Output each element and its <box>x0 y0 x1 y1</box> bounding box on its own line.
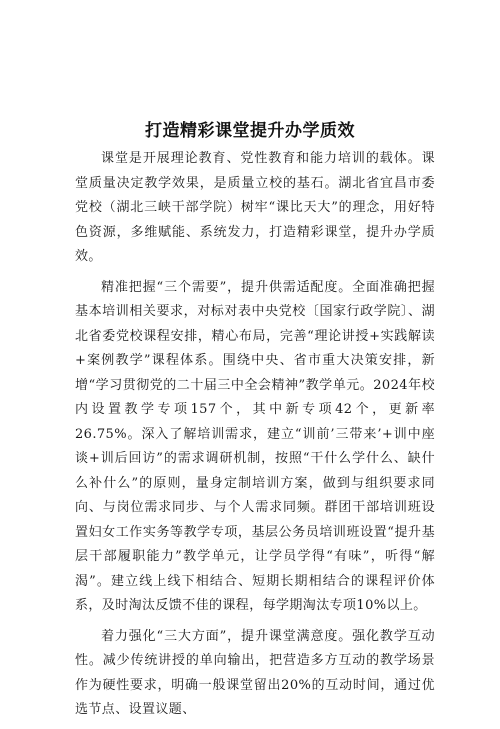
paragraph-three-aspects: 着力强化“三大方面”，提升课堂满意度。强化教学互动性。减少传统讲授的单向输出，把营造多方互动的教学场景作为硬性要求，明确一般课堂留出20%的互动时间，通过优选节点、设置议题、 <box>75 628 435 717</box>
document-body <box>75 147 435 729</box>
document-title: 打造精彩课堂提升办学质效 <box>145 121 355 141</box>
paragraph-three-needs: 精准把握“三个需要”，提升供需适配度。全面准确把握基本培训相关要求，对标对表中央党校〔国家行政学院〕、湖北省委党校课程安排，精心布局，完善“理论讲授+实践解读+案例教学”课程体系。围绕中央、省市重大决策安排，新增“学习贯彻党的二十届三中全会精神”教学单元。2024年校内设置教学专项157个，其中新专项42个，更新率26.75%。深入了解培训需求，建立“训前’三带来’+训中座谈+训后回访”的需求调研机制，按照“干什么学什么、缺什么补什么”的原则，量身定制培训方案，做到与组织要求同向、与岗位需求同步、与个人需求同频。群团干部培训班设置妇女工作实务等教学专项，基层公务员培训班设置“提升基层干部履职能力”教学单元，让学员学得“有味”，听得“解渴”。建立线上线下相结合、短期长期相结合的课程评价体系，及时淘汰反馈不佳的课程，每学期淘汰专项10%以上。 <box>75 279 435 613</box>
paragraph-intro: 课堂是开展理论教育、党性教育和能力培训的载体。课堂质量决定教学效果，是质量立校的基石。湖北省宜昌市委党校（湖北三峡干部学院）树牢“课比天大”的理念，用好特色资源，多维赋能、系统发力，打造精彩课堂，提升办学质效。 <box>75 151 435 264</box>
